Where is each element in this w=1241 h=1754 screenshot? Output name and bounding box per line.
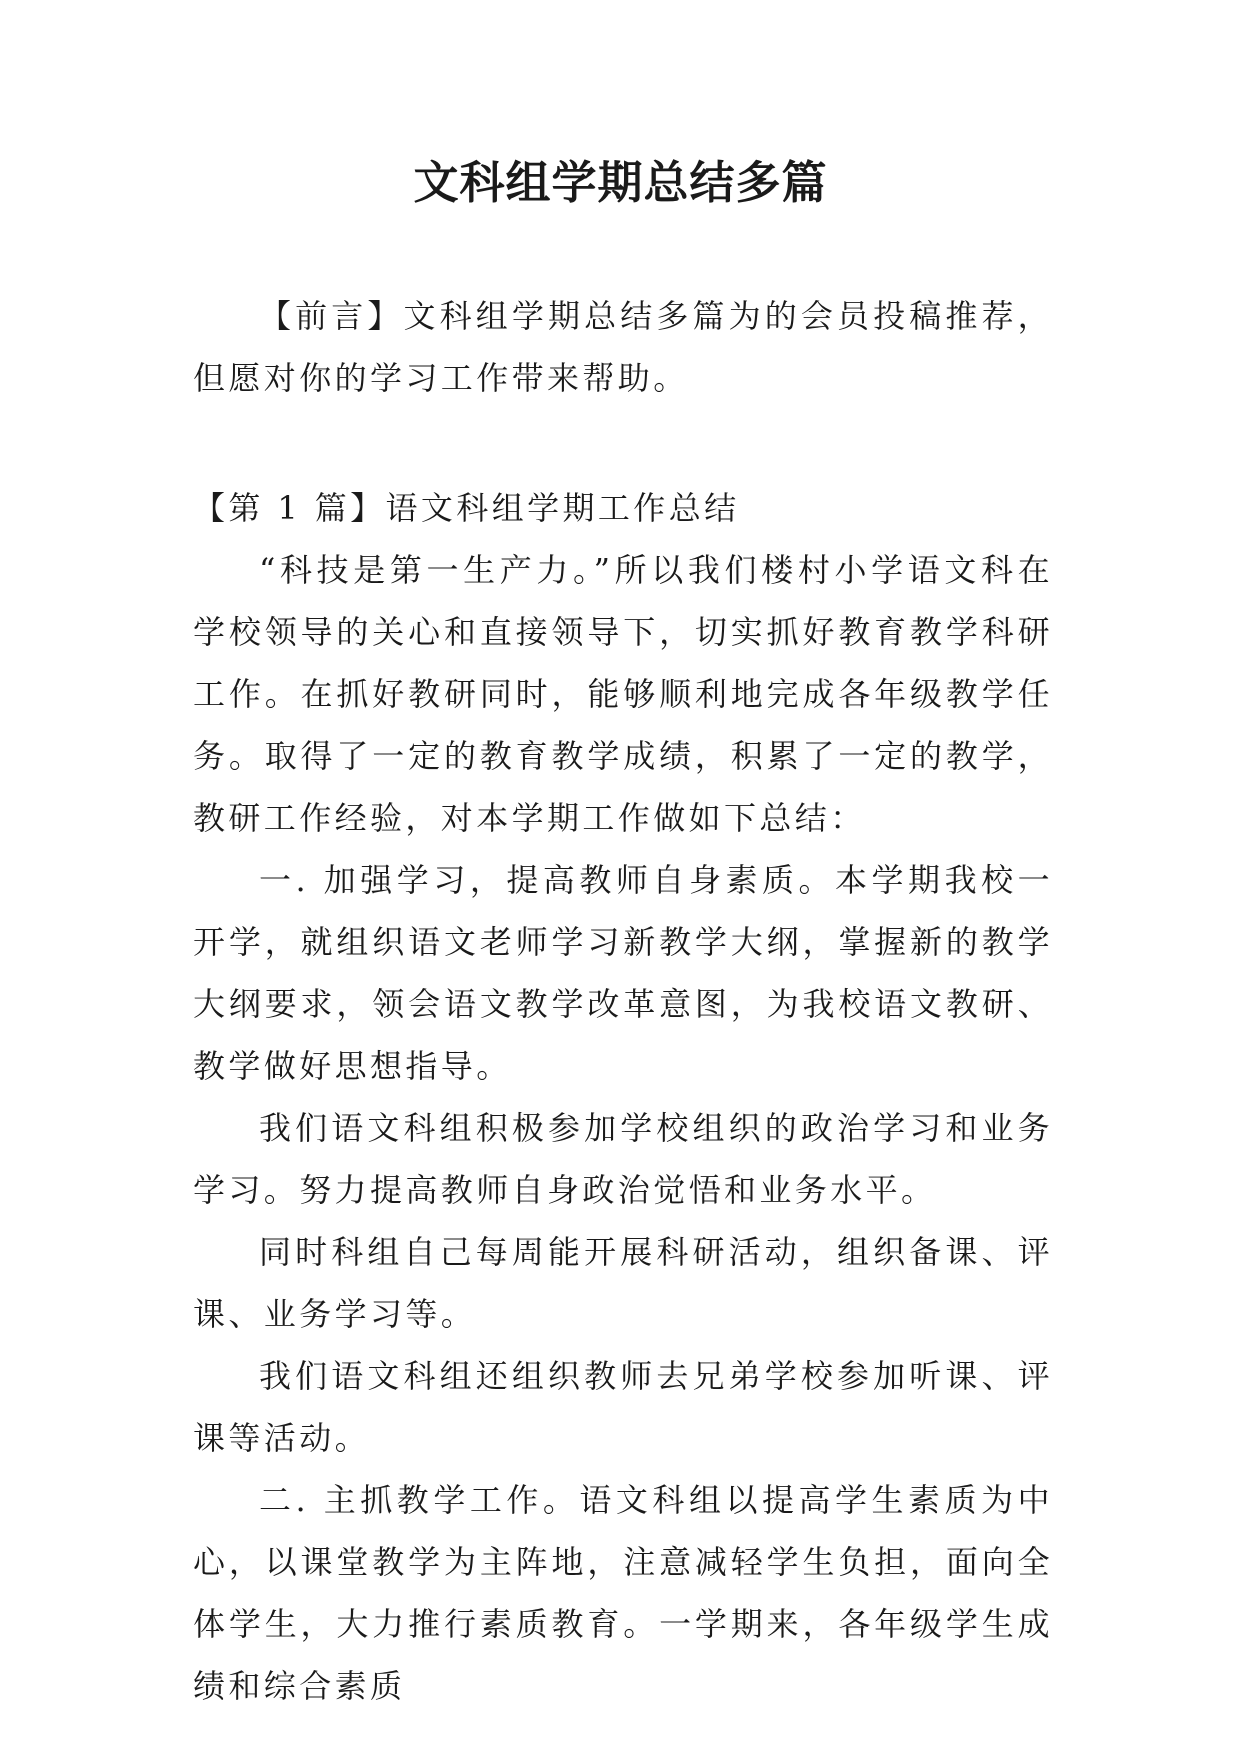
section-heading: 【第 1 篇】语文科组学期工作总结 xyxy=(193,489,740,527)
body-paragraph: “科技是第一生产力。”所以我们楼村小学语文科在学校领导的关心和直接领导下，切实抓好教育教学科研工作。在抓好教研同时，能够顺利地完成各年级教学任务。取得了一定的教育教学成绩，积累了一定的教学，教研工作经验，对本学期工作做如下总结： xyxy=(193,551,1053,837)
preface-paragraph: 【前言】文科组学期总结多篇为的会员投稿推荐，但愿对你的学习工作带来帮助。 xyxy=(193,297,1053,397)
paragraph-spacer xyxy=(193,409,1053,471)
body-paragraph: 同时科组自己每周能开展科研活动，组织备课、评课、业务学习等。 xyxy=(193,1233,1053,1333)
document-body xyxy=(193,285,1053,1717)
body-paragraph: 我们语文科组还组织教师去兄弟学校参加听课、评课等活动。 xyxy=(193,1357,1053,1457)
body-paragraph: 二. 主抓教学工作。语文科组以提高学生素质为中心，以课堂教学为主阵地，注意减轻学生负担，面向全体学生，大力推行素质教育。一学期来，各年级学生成绩和综合素质 xyxy=(193,1481,1053,1705)
document-title: 文科组学期总结多篇 xyxy=(413,156,828,209)
body-paragraph: 一. 加强学习，提高教师自身素质。本学期我校一开学，就组织语文老师学习新教学大纲，掌握新的教学大纲要求，领会语文教学改革意图，为我校语文教研、教学做好思想指导。 xyxy=(193,861,1053,1085)
body-paragraph: 我们语文科组积极参加学校组织的政治学习和业务学习。努力提高教师自身政治觉悟和业务水平。 xyxy=(193,1109,1053,1209)
